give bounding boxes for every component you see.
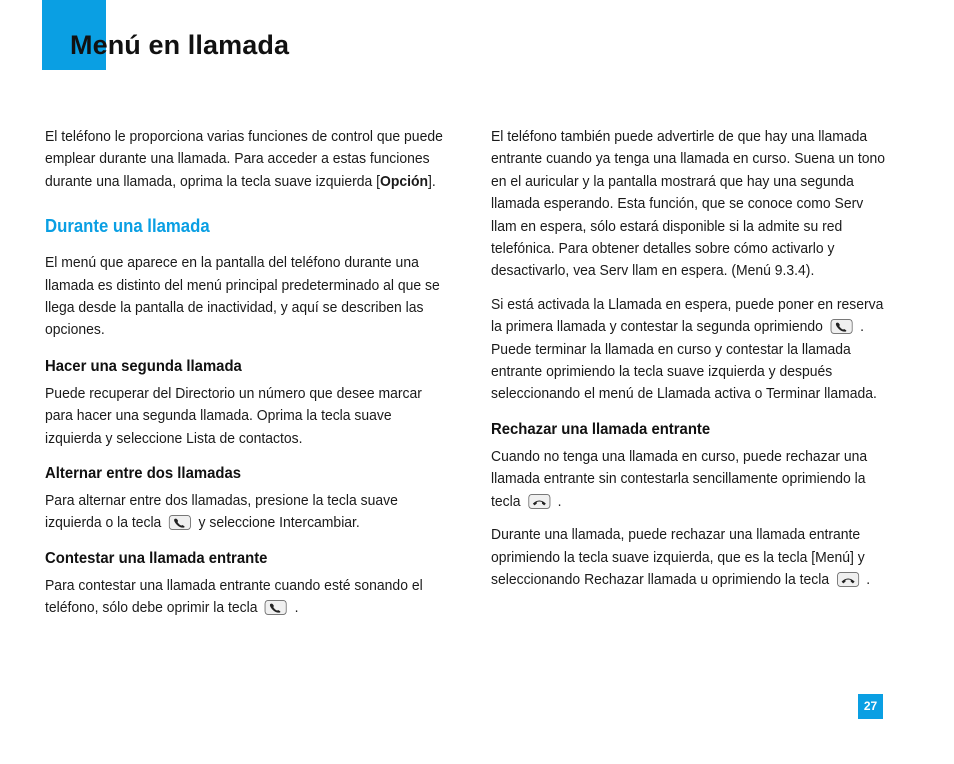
during-call-paragraph: El menú que aparece en la pantalla del teléfono durante una llamada es distinto del menú principal predeterminado al que se llega desde la pantalla de inactividad, y aquí se describen las opciones. — [45, 254, 440, 339]
heading-reject-call: Rechazar una llamada entrante — [491, 420, 711, 438]
answer-call-paragraph: Para contestar una llamada entrante cuando esté sonando el teléfono, sólo debe oprimir la tecla . — [45, 576, 423, 617]
send-key-icon — [169, 515, 191, 530]
reject-call-paragraph-2: Durante una llamada, puede rechazar una llamada entrante oprimiendo la tecla suave izquierda, que es la tecla [Menú] y seleccionando Rechazar llamada u oprimiendo la tecla . — [491, 526, 871, 588]
page-title: Menú en llamada — [70, 30, 290, 60]
send-key-icon — [830, 319, 852, 334]
page-number: 27 — [858, 694, 883, 719]
heading-second-call: Hacer una segunda llamada — [45, 357, 242, 375]
heading-answer-call: Contestar una llamada entrante — [45, 549, 268, 567]
section-heading-during-call: Durante una llamada — [45, 216, 210, 237]
intro-paragraph: El teléfono le proporciona varias funciones de control que puede emplear durante una llamada. Para acceder a estas funciones durante una llamada, oprima la tecla suave izquierda [Opción]. — [45, 128, 443, 190]
end-key-icon — [528, 494, 550, 509]
end-key-icon — [837, 572, 859, 587]
reject-call-paragraph-1: Cuando no tenga una llamada en curso, puede rechazar una llamada entrante sin contestarla sencillamente oprimiendo la tecla . — [491, 447, 868, 510]
call-waiting-active-paragraph: Si está activada la Llamada en espera, puede poner en reserva la primera llamada y contestar la segunda oprimiendo . Puede terminar la llamada en curso y contestar la llamada entrante oprimiendo la tecla suave izquierda y después seleccionando el menú de Llamada activa o Terminar llamada. — [491, 295, 884, 403]
switch-calls-paragraph: Para alternar entre dos llamadas, presione la tecla suave izquierda o la tecla y seleccione Intercambiar. — [45, 492, 398, 532]
second-call-paragraph: Puede recuperar del Directorio un número que desee marcar para hacer una segunda llamada. Oprima la tecla suave izquierda y seleccione Lista de contactos. — [45, 384, 422, 447]
heading-switch-calls: Alternar entre dos llamadas — [45, 465, 241, 483]
right-column — [491, 126, 891, 591]
send-key-icon — [265, 600, 287, 615]
call-waiting-paragraph: El teléfono también puede advertirle de que hay una llamada entrante cuando ya tenga una llamada en curso. Suena un tono en el auricular y la pantalla mostrará que hay una segunda llamada esperando. Esta función, que se conoce como Serv llam en espera, sólo estará disponible si la admite su red telefónica. Para obtener detalles sobre cómo activarlo y desactivarlo, vea Serv llam en espera. (Menú 9.3.4). — [491, 128, 886, 280]
left-column — [45, 126, 445, 620]
option-key-label: Opción — [380, 172, 429, 190]
